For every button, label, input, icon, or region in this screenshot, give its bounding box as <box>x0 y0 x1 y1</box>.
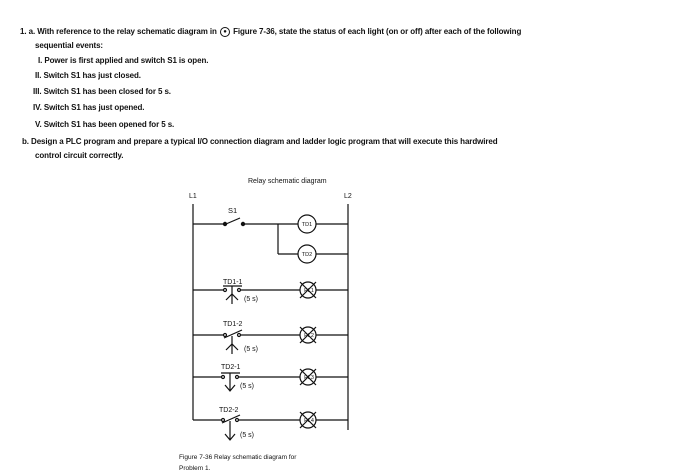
rung-td1-1 <box>193 286 348 304</box>
contact-label-3: TD2-1 <box>221 364 241 371</box>
rung-td2-1 <box>193 373 348 391</box>
event-1: I. Power is first applied and switch S1 is open. <box>38 56 209 65</box>
switch-label: S1 <box>228 206 238 215</box>
rung-td2-2 <box>193 415 348 440</box>
figure-caption-line1: Figure 7-36 Relay schematic diagram for <box>179 454 297 461</box>
event-5: V. Switch S1 has been opened for 5 s. <box>35 120 175 129</box>
contact-label-4: TD2-2 <box>219 407 239 414</box>
book-icon: ● <box>220 27 230 37</box>
contact-delay-2: (5 s) <box>244 346 258 353</box>
event-4: IV. Switch S1 has just opened. <box>33 103 145 112</box>
part-b-line2: control circuit correctly. <box>35 151 124 160</box>
rung-switch-s1 <box>193 218 348 254</box>
contact-delay-4: (5 s) <box>240 432 254 439</box>
contact-delay-3: (5 s) <box>240 383 254 390</box>
rail-right-label: L2 <box>344 193 352 200</box>
part-a-prefix: 1. a. With reference to the relay schematic diagram in <box>20 27 217 37</box>
figure-caption-line2: Problem 1. <box>179 465 211 472</box>
switch-s1-blade <box>226 218 240 224</box>
lamp-pl4-label: PL4 <box>304 418 314 424</box>
switch-terminal-right <box>241 222 244 225</box>
event-2: II. Switch S1 has just closed. <box>35 71 141 80</box>
lamp-pl2-label: PL2 <box>304 333 314 339</box>
rung-td1-2 <box>193 330 348 354</box>
lamp-pl3-label: PL3 <box>304 375 314 381</box>
coil-td2-label: TD2 <box>301 252 313 258</box>
part-a-suffix: Figure 7-36, state the status of each light (on or off) after each of the following <box>233 27 522 37</box>
lamp-pl1-label: PL1 <box>304 288 314 294</box>
event-3: III. Switch S1 has been closed for 5 s. <box>33 87 171 96</box>
contact-label-2: TD1-2 <box>223 321 243 328</box>
part-a-line2: sequential events: <box>35 41 104 50</box>
coil-td1-label: TD1 <box>301 222 313 228</box>
part-b-line1: b. Design a PLC program and prepare a typical I/O connection diagram and ladder logic program that will execute this hardwired <box>22 137 498 146</box>
rail-left-label: L1 <box>189 193 197 200</box>
contact-delay-1: (5 s) <box>244 296 258 303</box>
diagram-title: Relay schematic diagram <box>248 178 327 185</box>
contact-label-1: TD1-1 <box>223 279 243 286</box>
